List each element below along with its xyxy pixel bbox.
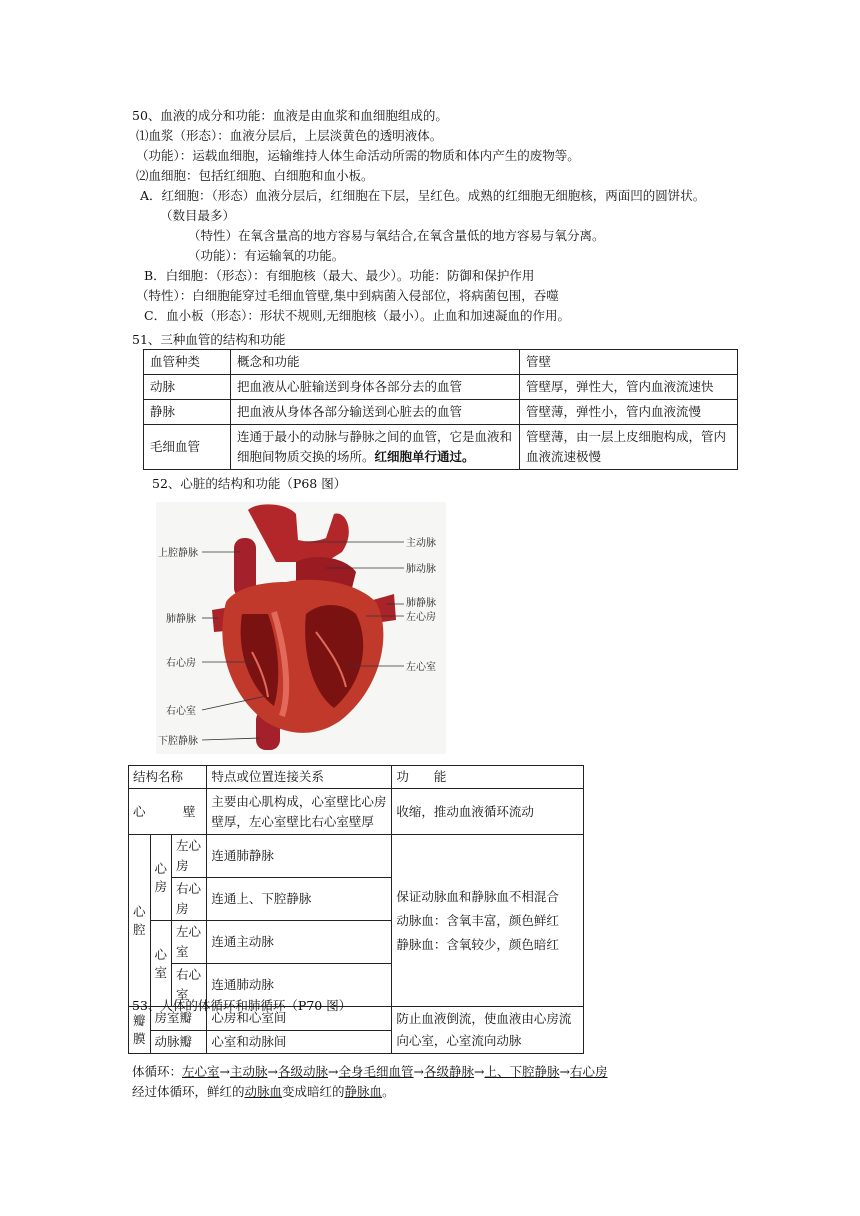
table-cell: 右心室 bbox=[172, 964, 207, 1007]
rbc-single-file-note: 红细胞单行通过。 bbox=[374, 449, 475, 464]
sys-step: 主动脉 bbox=[230, 1064, 268, 1079]
rbc-function: （功能）：有运输氧的功能。 bbox=[188, 248, 345, 263]
table-header-row bbox=[144, 350, 738, 375]
sec53-title: 53、人体的体循环和肺循环（P70 图） bbox=[132, 998, 352, 1013]
result-text: 变成暗红的 bbox=[282, 1084, 345, 1099]
label-rv: 右心室 bbox=[166, 706, 196, 717]
table-cell: 主要由心肌构成，心室壁比心房壁厚，左心室壁比右心室壁厚 bbox=[207, 789, 392, 835]
table-row bbox=[129, 789, 584, 835]
table-cell: 心 壁 bbox=[129, 789, 207, 835]
table-cell: 毛细血管 bbox=[144, 425, 231, 470]
rbc-form: A．红细胞：（形态）血液分层后，红细胞在下层，呈红色。成熟的红细胞无细胞核，两面凹的圆饼状。 bbox=[140, 188, 706, 203]
result-text: 。 bbox=[382, 1084, 395, 1099]
table-cell: 房室瓣 bbox=[150, 1007, 207, 1031]
heart-diagram bbox=[156, 502, 446, 754]
header-cell: 特点或位置连接关系 bbox=[207, 766, 392, 789]
arrow-icon: → bbox=[219, 1064, 231, 1079]
sys-step: 右心房 bbox=[570, 1064, 608, 1079]
table-cell: 动脉 bbox=[144, 375, 231, 400]
cavity-func-line: 动脉血：含氧丰富，颜色鲜红 bbox=[396, 912, 559, 928]
table-cell: 连通肺静脉 bbox=[207, 835, 392, 878]
label-pa: 肺动脉 bbox=[406, 564, 436, 575]
table-cell: 连通主动脉 bbox=[207, 921, 392, 964]
venous-blood: 静脉血 bbox=[344, 1084, 383, 1099]
table-cell: 瓣膜 bbox=[129, 1007, 151, 1054]
label-pv-left: 肺静脉 bbox=[166, 614, 196, 625]
table-row bbox=[129, 835, 584, 878]
table-cell: 连通肺动脉 bbox=[207, 964, 392, 1007]
arrow-icon: → bbox=[559, 1064, 571, 1079]
vessel-table bbox=[143, 349, 738, 470]
table-cell: 防止血液倒流，使血液由心房流向心室，心室流向动脉 bbox=[392, 1007, 584, 1054]
table-cell: 收缩，推动血液循环流动 bbox=[392, 789, 584, 835]
table-row bbox=[144, 425, 738, 470]
blood-cells: ⑵血细胞：包括红细胞、白细胞和血小板。 bbox=[136, 168, 374, 183]
sys-step: 全身毛细血管 bbox=[338, 1064, 414, 1079]
rbc-count: （数目最多） bbox=[160, 208, 236, 223]
header-cell: 概念和功能 bbox=[231, 350, 520, 375]
table-cell: 把血液从心脏输送到身体各部分去的血管 bbox=[231, 375, 520, 400]
label-la: 左心房 bbox=[406, 612, 436, 623]
systemic-circulation bbox=[132, 1064, 608, 1080]
label-lv: 左心室 bbox=[406, 662, 436, 673]
table-cell bbox=[231, 425, 520, 470]
table-cell: 心室和动脉间 bbox=[207, 1030, 392, 1054]
header-cell: 血管种类 bbox=[144, 350, 231, 375]
table-cell: 右心房 bbox=[172, 878, 207, 921]
label-pv-right: 肺静脉 bbox=[406, 598, 436, 609]
cavity-func-line: 保证动脉血和静脉血不相混合 bbox=[396, 888, 559, 904]
table-cell: 心室 bbox=[150, 921, 172, 1007]
rbc-property: （特性）在氧含量高的地方容易与氧结合,在氧含量低的地方容易与氧分离。 bbox=[188, 228, 605, 243]
label-ivc: 下腔静脉 bbox=[158, 736, 198, 747]
systemic-result bbox=[132, 1084, 395, 1100]
sec51-title: 51、三种血管的结构和功能 bbox=[132, 332, 286, 347]
sys-step: 左心室 bbox=[182, 1064, 220, 1079]
header-cell: 管壁 bbox=[520, 350, 738, 375]
table-cell: 管壁薄，弹性小，管内血液流慢 bbox=[520, 400, 738, 425]
cavity-func-line: 静脉血：含氧较少，颜色暗红 bbox=[396, 936, 559, 952]
label-aorta: 主动脉 bbox=[406, 538, 436, 549]
result-text: 经过体循环，鲜红的 bbox=[132, 1084, 245, 1099]
header-cell: 功 能 bbox=[392, 766, 584, 789]
wbc-property: （特性）：白细胞能穿过毛细血管壁,集中到病菌入侵部位，将病菌包围，吞噬 bbox=[136, 288, 559, 303]
table-cell: 动脉瓣 bbox=[150, 1030, 207, 1054]
table-cell: 心房和心室间 bbox=[207, 1007, 392, 1031]
arrow-icon: → bbox=[413, 1064, 425, 1079]
table-cell bbox=[392, 835, 584, 1007]
arterial-blood: 动脉血 bbox=[244, 1084, 283, 1099]
table-cell: 把血液从身体各部分输送到心脏去的血管 bbox=[231, 400, 520, 425]
sys-step: 各级静脉 bbox=[424, 1064, 475, 1079]
table-header-row bbox=[129, 766, 584, 789]
table-cell: 管壁厚，弹性大，管内血液流速快 bbox=[520, 375, 738, 400]
sys-prefix: 体循环： bbox=[132, 1064, 183, 1079]
plasma-form: ⑴血浆（形态）：血液分层后，上层淡黄色的透明液体。 bbox=[136, 128, 443, 143]
label-ra: 右心房 bbox=[166, 658, 196, 669]
plasma-function: （功能）：运载血细胞，运输维持人体生命活动所需的物质和体内产生的废物等。 bbox=[136, 148, 580, 163]
sys-step: 各级动脉 bbox=[278, 1064, 329, 1079]
sys-step: 上、下腔静脉 bbox=[484, 1064, 560, 1079]
sec52-title: 52、心脏的结构和功能（P68 图） bbox=[152, 476, 347, 491]
capillary-desc: 连通于最小的动脉与静脉之间的血管，它是血液和细胞间物质交换的场所。 bbox=[237, 429, 513, 464]
table-row bbox=[144, 375, 738, 400]
platelet: C．血小板（形态）：形状不规则,无细胞核（最小）。止血和加速凝血的作用。 bbox=[144, 308, 571, 323]
table-cell: 左心室 bbox=[172, 921, 207, 964]
sec50-title: 50、血液的成分和功能：血液是由血浆和血细胞组成的。 bbox=[132, 108, 448, 123]
table-cell: 左心房 bbox=[172, 835, 207, 878]
table-cell: 心房 bbox=[150, 835, 172, 921]
table-cell: 心腔 bbox=[129, 835, 151, 1007]
arrow-icon: → bbox=[328, 1064, 339, 1079]
arrow-icon: → bbox=[474, 1064, 485, 1079]
table-cell: 管壁薄，由一层上皮细胞构成，管内血液流速极慢 bbox=[520, 425, 738, 470]
arrow-icon: → bbox=[267, 1064, 279, 1079]
table-cell: 静脉 bbox=[144, 400, 231, 425]
table-cell: 连通上、下腔静脉 bbox=[207, 878, 392, 921]
wbc-form: B．白细胞：（形态）：有细胞核（最大、最少）。功能：防御和保护作用 bbox=[144, 268, 535, 283]
table-row bbox=[144, 400, 738, 425]
header-cell: 结构名称 bbox=[129, 766, 207, 789]
label-svc: 上腔静脉 bbox=[158, 548, 198, 559]
